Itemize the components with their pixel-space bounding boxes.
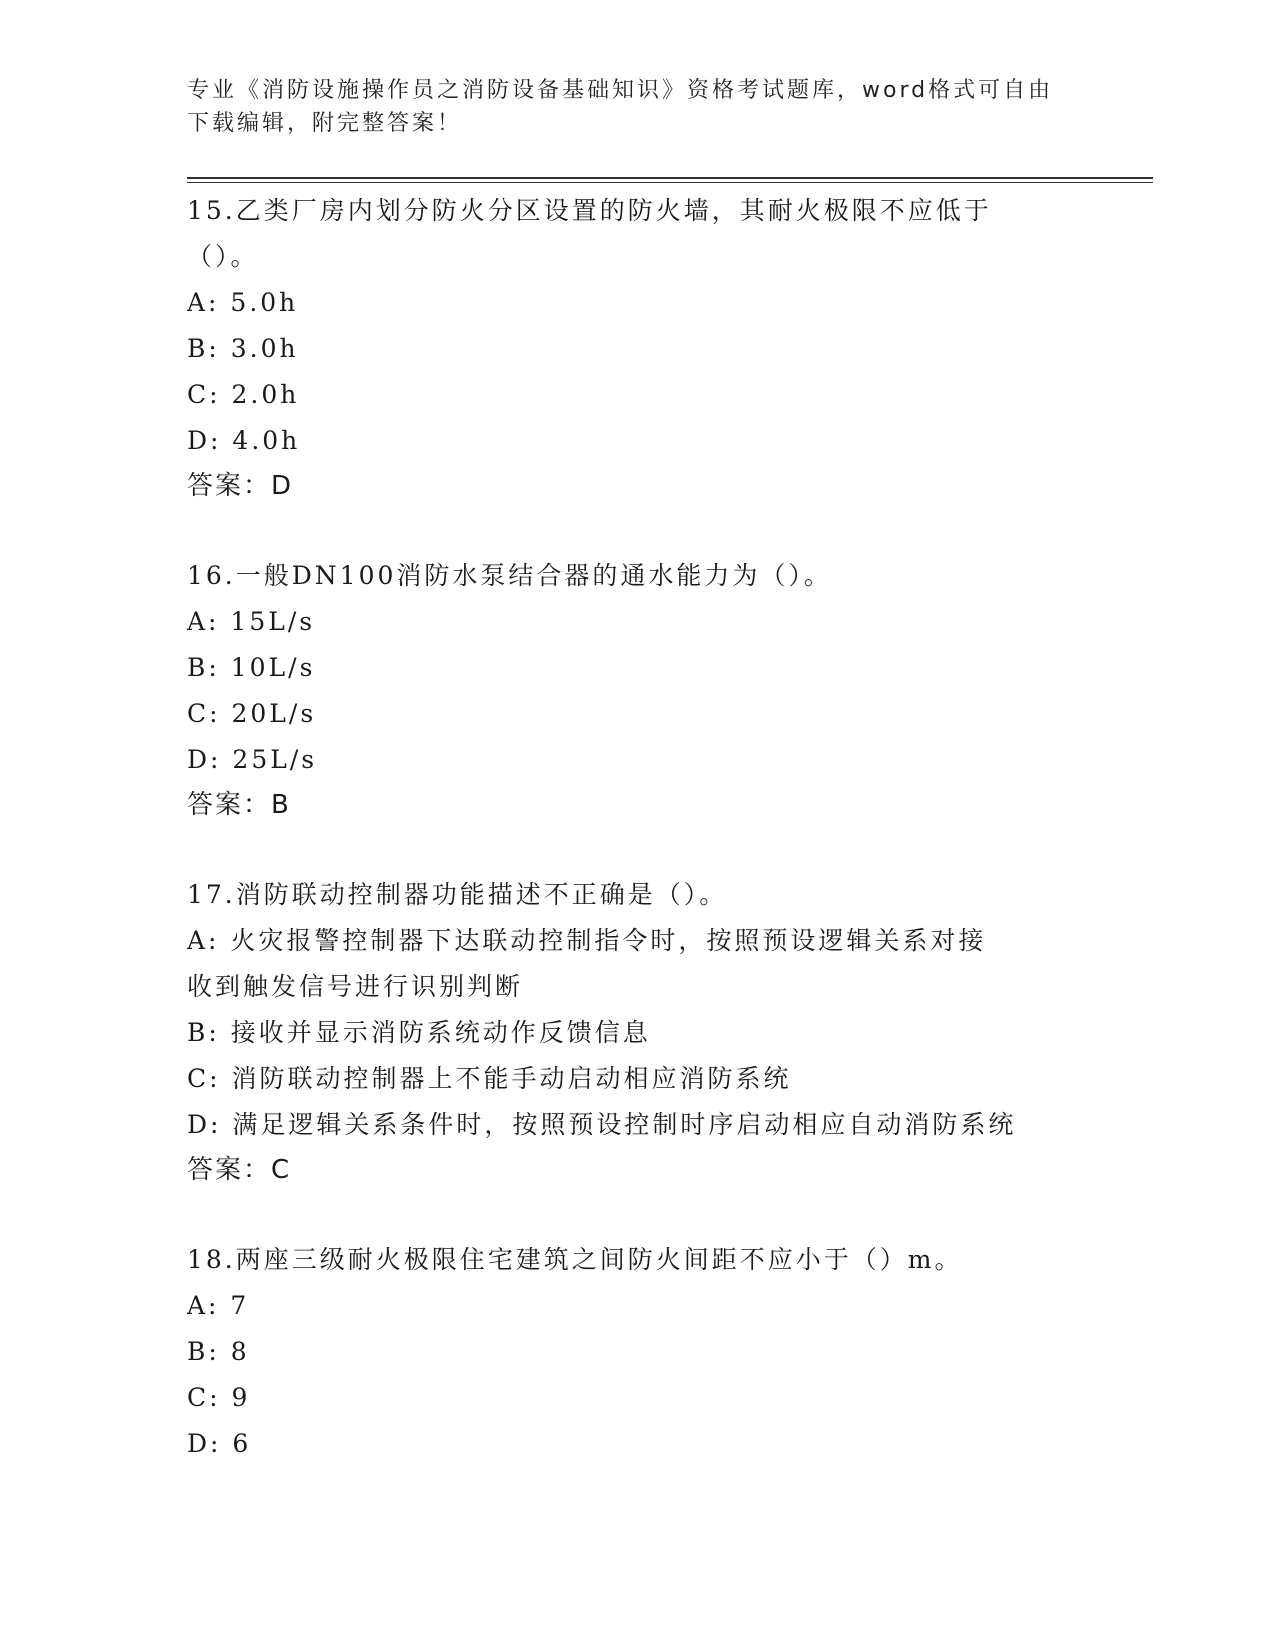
answer-label: 答案：D xyxy=(187,471,294,501)
option-d: D: 25L/s xyxy=(187,745,318,774)
question-15 xyxy=(187,188,1087,508)
question-18 xyxy=(187,1237,1087,1467)
option-a: A: 15L/s xyxy=(187,607,316,636)
option-b: B: 3.0h xyxy=(187,334,299,363)
option-c: C: 9 xyxy=(187,1383,251,1412)
answer-label: 答案：B xyxy=(187,790,291,820)
header-rule-thin xyxy=(187,182,1153,183)
option-b: B: 8 xyxy=(187,1337,250,1366)
question-list xyxy=(187,188,1087,1467)
option-c: C: 20L/s xyxy=(187,699,317,728)
header-rule-thick xyxy=(187,177,1153,179)
question-stem: 15.乙类厂房内划分防火分区设置的防火墙，其耐火极限不应低于（）。 xyxy=(187,196,992,271)
option-b: B: 接收并显示消防系统动作反馈信息 xyxy=(187,1018,651,1047)
option-a: A: 5.0h xyxy=(187,288,299,317)
document-header: 专业《消防设施操作员之消防设备基础知识》资格考试题库，word格式可自由下载编辑，附完整答案！ xyxy=(187,78,1054,136)
question-17 xyxy=(187,872,1087,1192)
option-c: C: 消防联动控制器上不能手动启动相应消防系统 xyxy=(187,1064,792,1093)
option-c: C: 2.0h xyxy=(187,380,300,409)
option-d: D: 6 xyxy=(187,1429,252,1458)
answer-label: 答案：C xyxy=(187,1155,292,1185)
option-d: D: 4.0h xyxy=(187,426,301,455)
question-16 xyxy=(187,553,1087,827)
question-stem: 18.两座三级耐火极限住宅建筑之间防火间距不应小于（）m。 xyxy=(187,1245,963,1274)
question-stem: 17.消防联动控制器功能描述不正确是（）。 xyxy=(187,880,728,909)
question-stem: 16.一般DN100消防水泵结合器的通水能力为（）。 xyxy=(187,561,832,590)
option-b: B: 10L/s xyxy=(187,653,316,682)
option-d: D: 满足逻辑关系条件时，按照预设控制时序启动相应自动消防系统 xyxy=(187,1110,1017,1139)
option-a: A: 火灾报警控制器下达联动控制指令时，按照预设逻辑关系对接收到触发信号进行识别判断 xyxy=(187,926,987,1001)
option-a: A: 7 xyxy=(187,1291,250,1320)
